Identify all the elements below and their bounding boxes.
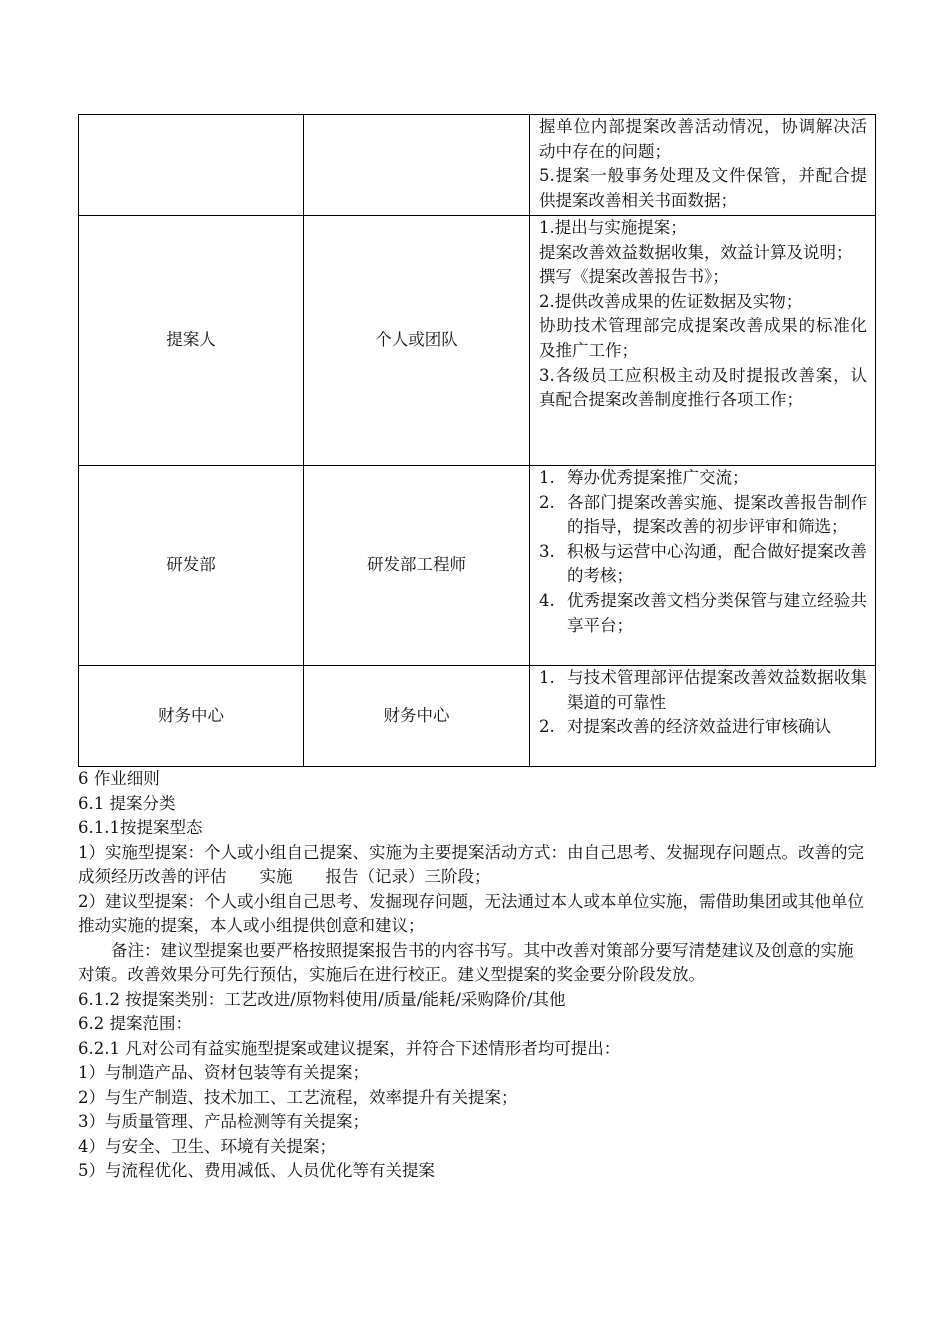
paragraph: 1）实施型提案：个人或小组自己提案、实施为主要提案活动方式：由自己思考、发掘现存问题点。改善的完成须经历改善的评估 实施 报告（记录）三阶段；: [78, 842, 864, 886]
section-heading: 6.2.1 凡对公司有益实施型提案或建议提案，并符合下述情形者均可提出：: [78, 1038, 621, 1058]
document-page: [78, 114, 867, 1184]
duties-cell: [530, 666, 876, 767]
duty-line: 2.提供改善成果的佐证数据及实物；: [539, 291, 803, 311]
list-item: 1）与制造产品、资材包装等有关提案；: [78, 1063, 369, 1082]
section-heading: 6.2 提案范围：: [78, 1014, 192, 1033]
member-cell: 研发部工程师: [304, 466, 530, 666]
duty-line: 5.提案一般事务处理及文件保管，并配合提供提案改善相关书面数据；: [539, 166, 867, 210]
duty-line: 握单位内部提案改善活动情况，协调解决活动中存在的问题；: [539, 117, 867, 161]
paragraph-note: 备注：建议型提案也要严格按照提案报告书的内容书写。其中改善对策部分要写清楚建议及创意的实施对策。改善效果分可先行预估，实施后在进行校正。建义型提案的奖金要分阶段发放。: [78, 940, 854, 984]
duty-line: 撰写《提案改善报告书》；: [539, 267, 729, 287]
table-row: [79, 115, 876, 216]
list-item: 3）与质量管理、产品检测等有关提案；: [78, 1112, 369, 1131]
duty-line: 协助技术管理部完成提案改善成果的标准化及推广工作；: [539, 316, 867, 360]
section-heading: 6.1.1按提案型态: [78, 818, 203, 837]
role-cell: [79, 115, 304, 216]
list-item: 1. 与技术管理部评估提案改善效益数据收集渠道的可靠性: [539, 668, 867, 712]
list-item: 2. 对提案改善的经济效益进行审核确认: [539, 717, 831, 737]
list-item: 2）与生产制造、技术加工、工艺流程，效率提升有关提案；: [78, 1087, 518, 1107]
list-item: 1. 筹办优秀提案推广交流；: [539, 468, 749, 487]
body-text: [78, 767, 864, 1184]
responsibility-table: [78, 114, 876, 767]
duties-cell: [530, 216, 876, 466]
section-heading: 6 作业细则: [78, 769, 160, 788]
role-cell: 财务中心: [79, 666, 304, 767]
list-item: 3. 积极与运营中心沟通，配合做好提案改善的考核；: [539, 541, 867, 586]
section-heading: 6.1.2 按提案类别：工艺改进/原物料使用/质量/能耗/采购降价/其他: [78, 989, 566, 1009]
section-heading: 6.1 提案分类: [78, 793, 176, 813]
list-item: 5）与流程优化、费用减低、人员优化等有关提案: [78, 1161, 435, 1180]
table-row: [79, 666, 876, 767]
table-row: [79, 216, 876, 466]
list-item: 4. 优秀提案改善文档分类保管与建立经验共享平台；: [539, 590, 867, 635]
role-cell: 提案人: [79, 216, 304, 466]
duty-line: 3.各级员工应积极主动及时提报改善案，认真配合提案改善制度推行各项工作；: [539, 365, 867, 410]
duties-cell: [530, 466, 876, 666]
duties-cell: [530, 115, 876, 216]
list-item: 2. 各部门提案改善实施、提案改善报告制作的指导，提案改善的初步评审和筛选；: [539, 492, 867, 537]
table-row: [79, 466, 876, 666]
member-cell: [304, 115, 530, 216]
duty-line: 提案改善效益数据收集，效益计算及说明；: [539, 242, 853, 262]
duty-line: 1.提出与实施提案；: [539, 218, 687, 237]
list-item: 4）与安全、卫生、环境有关提案；: [78, 1136, 336, 1156]
member-cell: 个人或团队: [304, 216, 530, 466]
paragraph: 2）建议型提案：个人或小组自己思考、发掘现存问题，无法通过本人或本单位实施，需借助集团或其他单位推动实施的提案，本人或小组提供创意和建议；: [78, 891, 864, 935]
role-cell: 研发部: [79, 466, 304, 666]
member-cell: 财务中心: [304, 666, 530, 767]
